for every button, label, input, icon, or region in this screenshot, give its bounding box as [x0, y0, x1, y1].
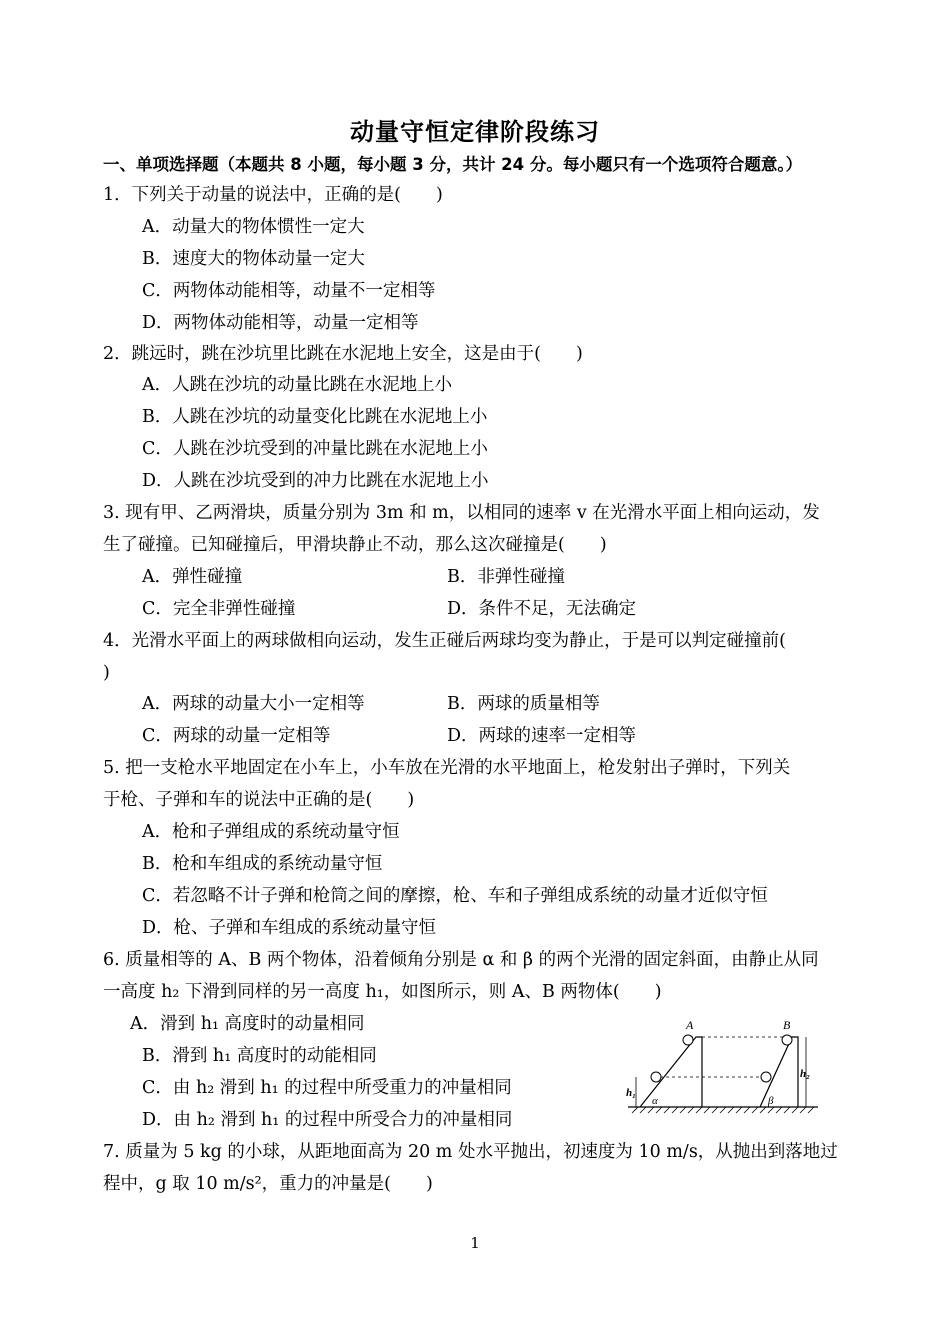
- label-a: A: [686, 1018, 694, 1032]
- question-1-option-c: C．两物体动能相等，动量不一定相等: [142, 281, 436, 301]
- question-5-stem-line-2: 于枪、子弹和车的说法中正确的是( ): [103, 790, 415, 810]
- question-6-option-c: C．由 h₂ 滑到 h₁ 的过程中所受重力的冲量相同: [142, 1078, 512, 1098]
- ball-b-bottom: [761, 1072, 771, 1082]
- question-5-option-d: D．枪、子弹和车组成的系统动量守恒: [142, 918, 437, 938]
- question-2-option-d: D．人跳在沙坑受到的冲力比跳在水泥地上小: [142, 471, 489, 491]
- ball-a-top: [683, 1035, 693, 1045]
- question-7-stem-line-2: 程中，g 取 10 m/s²，重力的冲量是( ): [103, 1174, 433, 1194]
- question-1-stem: 1．下列关于动量的说法中，正确的是( ): [103, 185, 443, 205]
- question-6-stem-line-1: 6. 质量相等的 A、B 两个物体，沿着倾角分别是 α 和 β 的两个光滑的固定斜面，由静止从同: [103, 950, 819, 970]
- question-3-option-b: B．非弹性碰撞: [447, 567, 565, 587]
- question-4-stem-line-2: ): [103, 663, 110, 683]
- question-4-option-c: C．两球的动量一定相等: [142, 726, 331, 746]
- ground-hatching: [632, 1107, 814, 1113]
- inclined-planes-figure: [624, 1017, 824, 1123]
- question-1-option-d: D．两物体动能相等，动量一定相等: [142, 313, 419, 333]
- question-6-stem-line-2: 一高度 h₂ 下滑到同样的另一高度 h₁，如图所示，则 A、B 两物体( ): [103, 982, 662, 1002]
- question-2-option-a: A．人跳在沙坑的动量比跳在水泥地上小: [142, 375, 453, 395]
- question-1-option-b: B．速度大的物体动量一定大: [142, 249, 365, 269]
- question-3-stem-line-1: 3. 现有甲、乙两滑块，质量分别为 3m 和 m，以相同的速率 v 在光滑水平面上相向运动，发: [103, 503, 820, 523]
- incline-alpha: [640, 1037, 702, 1107]
- page-number: 1: [470, 1234, 480, 1252]
- label-h1: h₁: [626, 1087, 636, 1099]
- ball-a-bottom: [651, 1072, 661, 1082]
- question-6-option-b: B．滑到 h₁ 高度时的动能相同: [142, 1046, 377, 1066]
- question-3-option-c: C．完全非弹性碰撞: [142, 599, 296, 619]
- question-6-option-a: A．滑到 h₁ 高度时的动量相同: [130, 1014, 365, 1034]
- question-5-option-c: C．若忽略不计子弹和枪筒之间的摩擦，枪、车和子弹组成系统的动量才近似守恒: [142, 886, 768, 906]
- question-2-option-c: C．人跳在沙坑受到的冲量比跳在水泥地上小: [142, 439, 488, 459]
- question-4-option-d: D．两球的速率一定相等: [447, 726, 637, 746]
- page-title: 动量守恒定律阶段练习: [350, 118, 600, 146]
- question-2-option-b: B．人跳在沙坑的动量变化比跳在水泥地上小: [142, 407, 488, 427]
- ball-b-top: [782, 1035, 792, 1045]
- question-5-option-a: A．枪和子弹组成的系统动量守恒: [142, 822, 400, 842]
- question-4-stem-line-1: 4．光滑水平面上的两球做相向运动，发生正碰后两球均变为静止，于是可以判定碰撞前(: [103, 631, 786, 651]
- label-alpha: α: [652, 1095, 658, 1107]
- question-3-option-a: A．弹性碰撞: [142, 567, 243, 587]
- question-1-option-a: A．动量大的物体惯性一定大: [142, 217, 365, 237]
- question-5-option-b: B．枪和车组成的系统动量守恒: [142, 854, 383, 874]
- question-2-stem: 2．跳远时，跳在沙坑里比跳在水泥地上安全，这是由于( ): [103, 344, 583, 364]
- section-heading: 一、单项选择题（本题共 8 小题，每小题 3 分，共计 24 分。每小题只有一个选项符合题意。）: [103, 155, 803, 174]
- label-h2: h₂: [800, 1068, 810, 1080]
- question-5-stem-line-1: 5. 把一支枪水平地固定在小车上，小车放在光滑的水平地面上，枪发射出子弹时，下列关: [103, 758, 791, 778]
- label-b: B: [783, 1018, 791, 1032]
- label-beta: β: [768, 1095, 774, 1107]
- question-3-stem-line-2: 生了碰撞。已知碰撞后，甲滑块静止不动，那么这次碰撞是( ): [103, 535, 607, 555]
- question-4-option-a: A．两球的动量大小一定相等: [142, 694, 365, 714]
- question-7-stem-line-1: 7. 质量为 5 kg 的小球，从距地面高为 20 m 处水平抛出，初速度为 10 m/s，从抛出到落地过: [103, 1142, 838, 1162]
- question-4-option-b: B．两球的质量相等: [447, 694, 600, 714]
- question-6-option-d: D．由 h₂ 滑到 h₁ 的过程中所受合力的冲量相同: [142, 1110, 513, 1130]
- question-3-option-d: D．条件不足，无法确定: [447, 599, 637, 619]
